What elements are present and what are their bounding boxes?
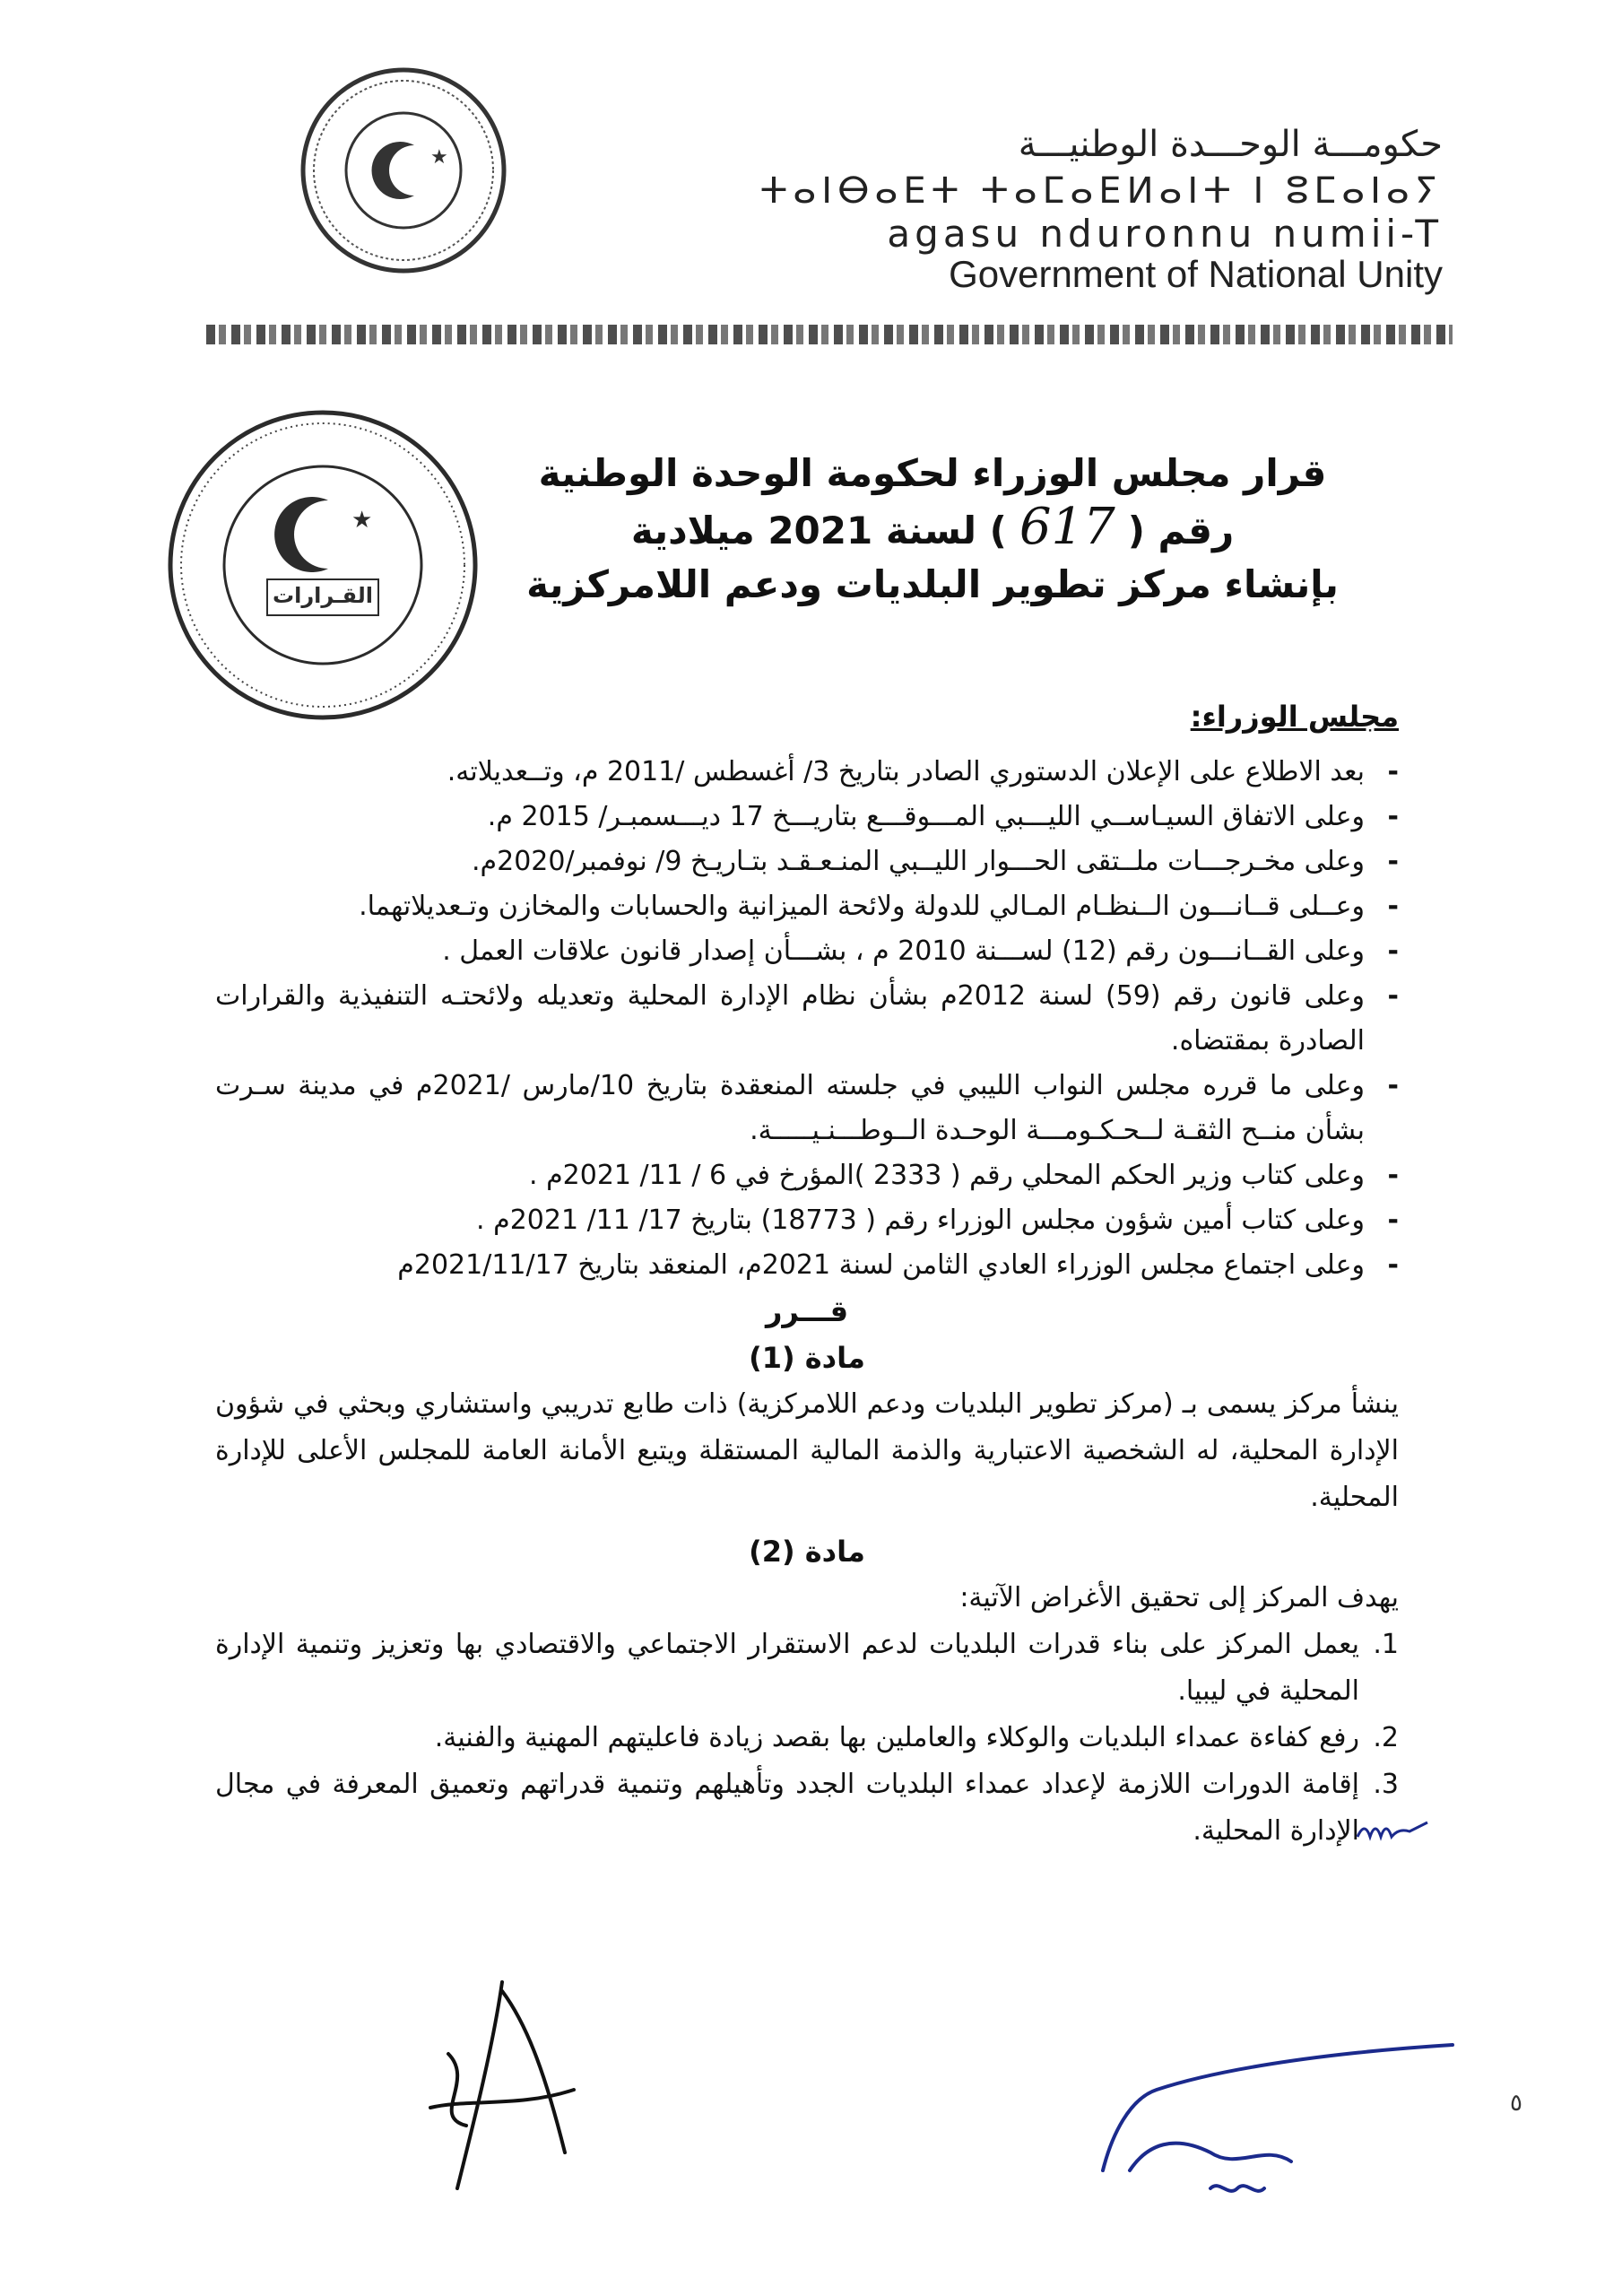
article-1-heading: مادة (1) — [749, 1341, 865, 1375]
letterhead-amazigh: agasu nduronnu numii-T — [887, 212, 1443, 256]
preamble-item: - وعلى قانون رقم (59) لسنة 2012م بشأن نظام الإدارة المحلية وتعديله ولائحتـه التنفيذية والقرارات الصادرة بمقتضاه. — [215, 974, 1399, 1064]
svg-text:★: ★ — [351, 507, 373, 534]
decision-title — [484, 448, 1381, 610]
top-seal-graphic — [296, 63, 511, 278]
page-mark: ٥ — [1510, 2090, 1522, 2117]
svg-text:★: ★ — [430, 146, 448, 169]
letterhead-english: Government of National Unity — [949, 253, 1443, 295]
title-line-3: بإنشاء مركز تطوير البلديات ودعم اللامركزية — [526, 562, 1339, 606]
preamble-item: - وعلى ما قرره مجلس النواب الليبي في جلسته المنعقدة بتاريخ 10/مارس /2021م في مدينة سـرت بشأن منــح الثقـة لــحـكـومـــة الوحـدة الــوطـــنـيـــــة. — [215, 1064, 1399, 1153]
goal-text: يعمل المركز على بناء قدرات البلديات لدعم الاستقرار الاجتماعي والاقتصادي بها وتعزيز وتنمية الإدارة المحلية في ليبيا. — [215, 1629, 1359, 1707]
goal-item — [215, 1715, 1399, 1761]
goal-number: 2. — [1373, 1722, 1399, 1753]
signature-left — [395, 1973, 610, 2206]
decision-number: 617 — [1019, 498, 1115, 556]
preamble-item: - وعلى كتاب أمين شؤون مجلس الوزراء رقم ( 18773) بتاريخ 17/ 11/ 2021م . — [215, 1198, 1399, 1243]
article-2-intro: يهدف المركز إلى تحقيق الأغراض الآتية: — [959, 1582, 1399, 1613]
top-seal — [296, 63, 511, 278]
goal-item — [215, 1761, 1399, 1855]
preamble-item: - بعد الاطلاع على الإعلان الدستوري الصادر بتاريخ 3/ أغسطس /2011 م، وتــعديلاته. — [215, 750, 1399, 795]
title-line-1: قرار مجلس الوزراء لحكومة الوحدة الوطنية — [538, 451, 1327, 495]
title-number-suffix: ) لسنة 2021 ميلادية — [630, 509, 1007, 552]
council-heading: مجلس الوزراء: — [1190, 700, 1399, 734]
goal-text: رفع كفاءة عمداء البلديات والوكلاء والعاملين بها بقصد زيادة فاعليتهم المهنية والفنية. — [434, 1722, 1359, 1753]
signature-right — [1076, 2036, 1470, 2206]
preamble-item: - وعــلى قــانـــون الــنظـام المـالي للدولة ولائحة الميزانية والحسابات والمخازن وتـعديلاتهما. — [215, 884, 1399, 929]
decisions-seal-graphic — [161, 404, 484, 726]
article-2-heading: مادة (2) — [749, 1535, 865, 1569]
preamble-list — [215, 750, 1399, 1288]
preamble-item: - وعلى اجتماع مجلس الوزراء العادي الثامن لسنة 2021م، المنعقد بتاريخ 2021/11/17م — [215, 1243, 1399, 1288]
decided-heading: قـــرر — [765, 1294, 849, 1328]
goal-number: 1. — [1373, 1629, 1399, 1660]
title-number-prefix: رقم ( — [1127, 509, 1235, 552]
decisions-seal-label: القـرارات — [272, 583, 373, 608]
letterhead-arabic: حكومـــة الوحـــدة الوطنيـــة — [1018, 124, 1443, 165]
margin-initial-mark — [1354, 1812, 1435, 1848]
goal-text: إقامة الدورات اللازمة لإعداد عمداء البلديات الجدد وتأهيلهم وتنمية قدراتهم وتعميق المعرفة في مجال الإدارة المحلية. — [215, 1769, 1359, 1847]
article-2-goals — [215, 1622, 1399, 1855]
letterhead-divider — [206, 325, 1453, 344]
preamble-item: - وعلى الاتفاق السيـاســي الليـــبي المـــوقـــع بتاريـــخ 17 ديـــسمبـر/ 2015 م. — [215, 795, 1399, 839]
article-1-text: ينشأ مركز يسمى بـ (مركز تطوير البلديات ودعم اللامركزية) ذات طابع تدريبي واستشاري وبحثي في شؤون الإدارة المحلية، له الشخصية الاعتبارية والذمة المالية المستقلة ويتبع الأمانة العامة للمجلس الأعلى للإدارة المحلية. — [215, 1388, 1399, 1513]
preamble-item: - وعلى كتاب وزير الحكم المحلي رقم ( 2333 )المؤرخ في 6 / 11/ 2021م . — [215, 1153, 1399, 1198]
decisions-seal — [161, 404, 484, 726]
decision-body — [215, 700, 1399, 1855]
goal-item — [215, 1622, 1399, 1715]
title-line-2 — [484, 499, 1381, 560]
preamble-item: - وعلى القــانـــون رقم (12) لســـنة 2010 م ، بشـــأن إصدار قانون علاقات العمل . — [215, 929, 1399, 974]
preamble-item: - وعلى مخـرجـــات ملــتقى الحـــوار الليــبي المنـعـقـد بتـاريـخ 9/ نوفمبر/2020م. — [215, 839, 1399, 884]
letterhead-tifinagh: ⵜⴰⵏⴱⴰⴹⵜ ⵜⴰⵎⴰⴹⵍⴰⵏⵜ ⵏ ⵓⵎⴰⵏⴰⵢ — [759, 170, 1443, 212]
goal-number: 3. — [1373, 1769, 1399, 1800]
